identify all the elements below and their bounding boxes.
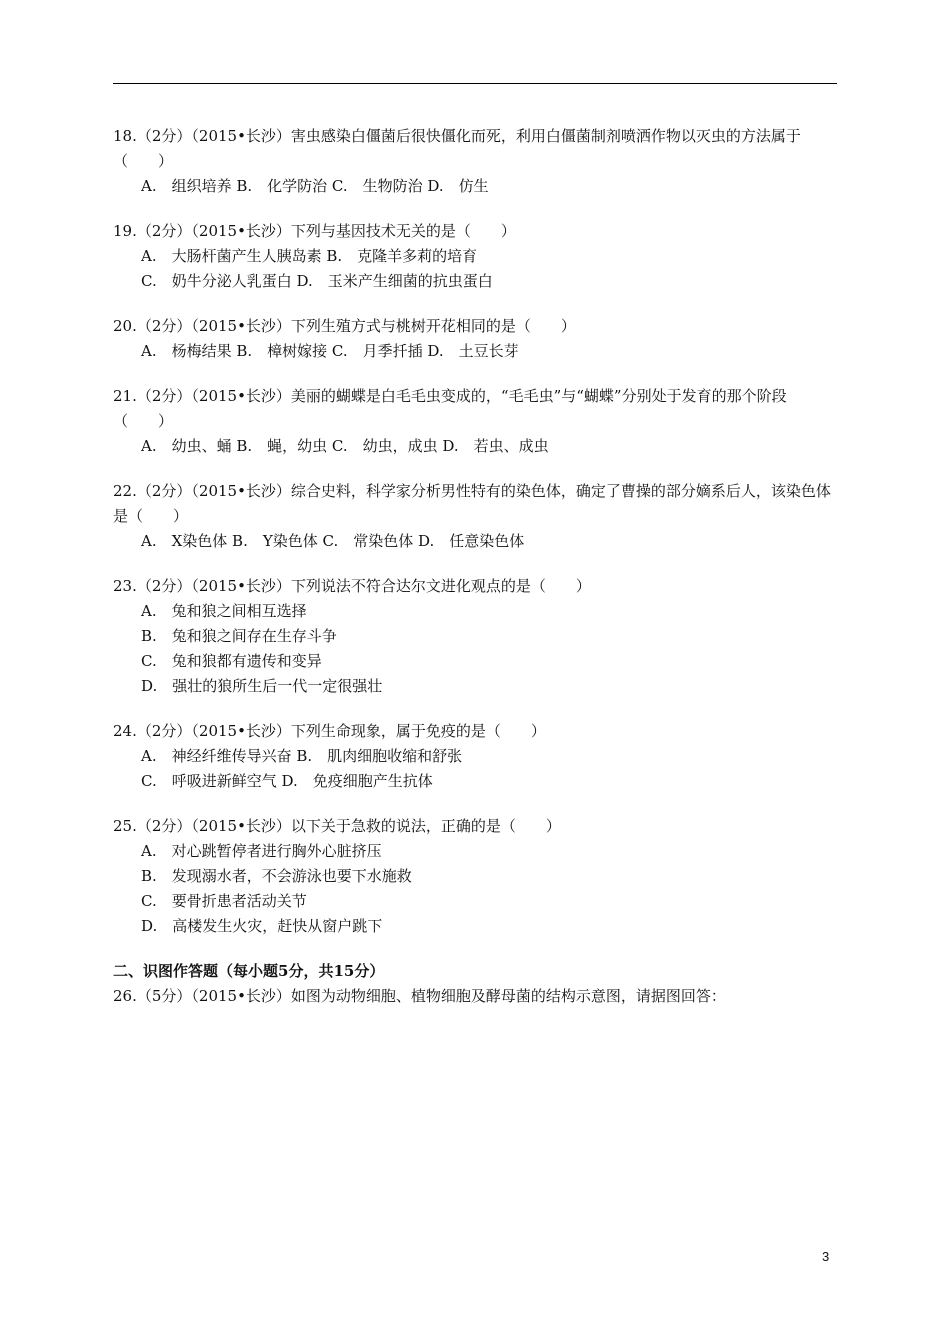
option-line: A. X染色体 B. Y染色体 C. 常染色体 D. 任意染色体 bbox=[141, 532, 525, 550]
options bbox=[113, 339, 839, 364]
option-line: C. 奶牛分泌人乳蛋白 D. 玉米产生细菌的抗虫蛋白 bbox=[141, 272, 493, 290]
options bbox=[113, 174, 839, 199]
option-line: D. 强壮的狼所生后一代一定很强壮 bbox=[141, 677, 383, 695]
question-21 bbox=[113, 384, 839, 459]
page-number: 3 bbox=[822, 1249, 830, 1264]
question-22 bbox=[113, 479, 839, 554]
question-25 bbox=[113, 814, 839, 939]
options bbox=[113, 434, 839, 459]
options bbox=[113, 599, 839, 699]
question-stem: 22.（2分）（2015•长沙）综合史料，科学家分析男性特有的染色体，确定了曹操的部分嫡系后人，该染色体是（ ） bbox=[113, 482, 831, 525]
option-line: A. 大肠杆菌产生人胰岛素 B. 克隆羊多莉的培育 bbox=[141, 247, 478, 265]
question-20 bbox=[113, 314, 839, 364]
question-stem: 19.（2分）（2015•长沙）下列与基因技术无关的是（ ） bbox=[113, 222, 516, 240]
header-rule bbox=[113, 83, 837, 84]
option-line: B. 发现溺水者，不会游泳也要下水施救 bbox=[141, 867, 412, 885]
options bbox=[113, 244, 839, 294]
options bbox=[113, 839, 839, 939]
question-stem: 24.（2分）（2015•长沙）下列生命现象，属于免疫的是（ ） bbox=[113, 722, 546, 740]
exam-content bbox=[113, 124, 839, 1009]
question-stem: 18.（2分）（2015•长沙）害虫感染白僵菌后很快僵化而死，利用白僵菌制剂喷洒作物以灭虫的方法属于（ ） bbox=[113, 127, 801, 170]
option-line: A. 对心跳暂停者进行胸外心脏挤压 bbox=[141, 842, 382, 860]
section-heading: 二、识图作答题（每小题5分，共15分） bbox=[113, 962, 385, 980]
option-line: D. 高楼发生火灾，赶快从窗户跳下 bbox=[141, 917, 383, 935]
option-line: A. 幼虫、蛹 B. 蝇，幼虫 C. 幼虫，成虫 D. 若虫、成虫 bbox=[141, 437, 549, 455]
question-stem: 23.（2分）（2015•长沙）下列说法不符合达尔文进化观点的是（ ） bbox=[113, 577, 591, 595]
question-24 bbox=[113, 719, 839, 794]
question-stem: 20.（2分）（2015•长沙）下列生殖方式与桃树开花相同的是（ ） bbox=[113, 317, 576, 335]
option-line: A. 组织培养 B. 化学防治 C. 生物防治 D. 仿生 bbox=[141, 177, 489, 195]
option-line: C. 兔和狼都有遗传和变异 bbox=[141, 652, 322, 670]
question-23 bbox=[113, 574, 839, 699]
question-18 bbox=[113, 124, 839, 199]
option-line: C. 要骨折患者活动关节 bbox=[141, 892, 307, 910]
option-line: C. 呼吸进新鲜空气 D. 免疫细胞产生抗体 bbox=[141, 772, 433, 790]
options bbox=[113, 744, 839, 794]
option-line: A. 杨梅结果 B. 樟树嫁接 C. 月季扦插 D. 土豆长芽 bbox=[141, 342, 519, 360]
question-19 bbox=[113, 219, 839, 294]
question-stem: 21.（2分）（2015•长沙）美丽的蝴蝶是白毛毛虫变成的，“毛毛虫”与“蝴蝶”分别处于发育的那个阶段（ ） bbox=[113, 387, 787, 430]
option-line: A. 兔和狼之间相互选择 bbox=[141, 602, 307, 620]
question-26-stem: 26.（5分）（2015•长沙）如图为动物细胞、植物细胞及酵母菌的结构示意图，请据图回答： bbox=[113, 987, 726, 1005]
option-line: B. 兔和狼之间存在生存斗争 bbox=[141, 627, 337, 645]
question-stem: 25.（2分）（2015•长沙）以下关于急救的说法，正确的是（ ） bbox=[113, 817, 561, 835]
option-line: A. 神经纤维传导兴奋 B. 肌肉细胞收缩和舒张 bbox=[141, 747, 463, 765]
options bbox=[113, 529, 839, 554]
